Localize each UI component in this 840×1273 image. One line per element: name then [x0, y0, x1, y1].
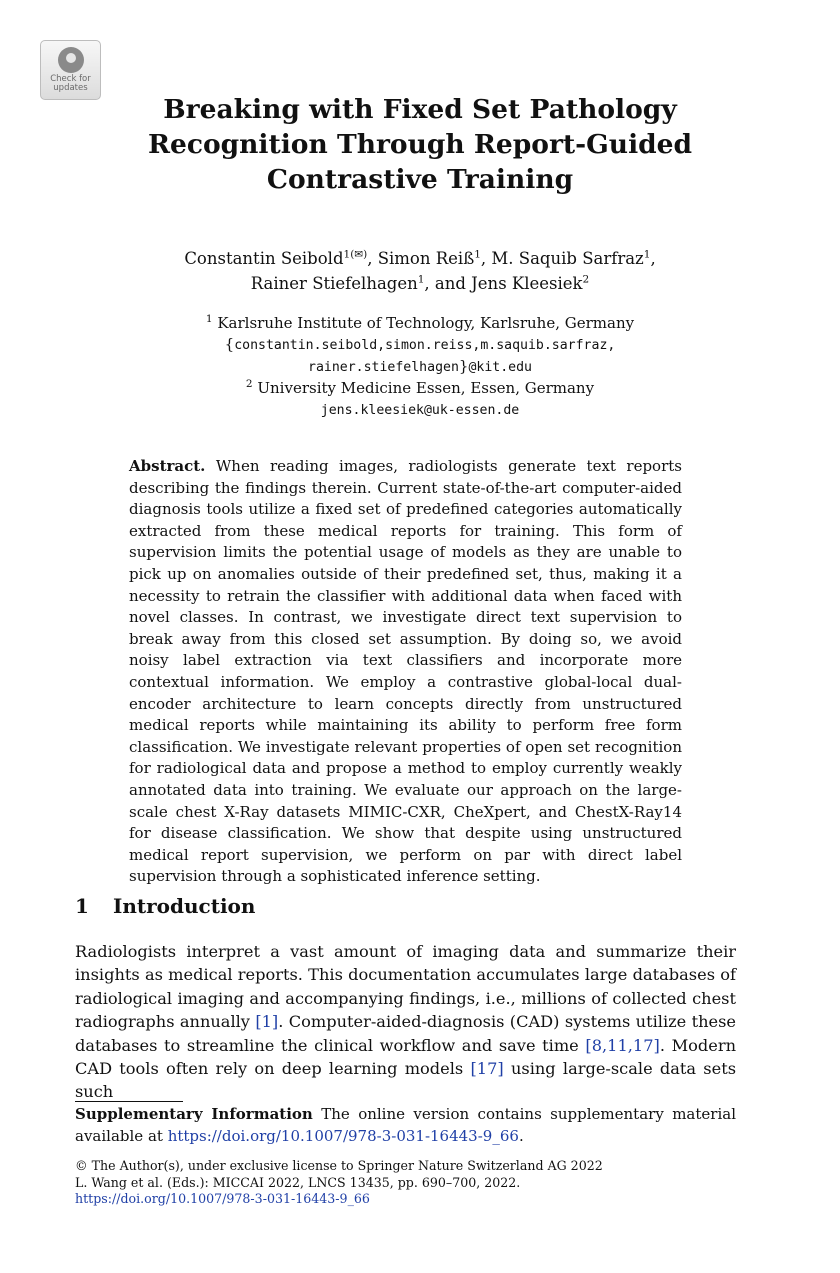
author-marker: 1(✉) [343, 248, 368, 261]
badge-label: Check for updates [50, 74, 91, 93]
affiliation-text: University Medicine Essen, Essen, Germany [252, 379, 595, 397]
citation-link[interactable]: [8,11,17] [585, 1035, 660, 1055]
introduction-paragraph [75, 940, 736, 1104]
author-name: Constantin Seibold [184, 249, 344, 268]
copyright-block [75, 1158, 736, 1208]
section-title: Introduction [113, 894, 256, 918]
citation-link[interactable]: [17] [470, 1059, 504, 1079]
affiliation-number: 1 [205, 313, 213, 325]
brace-open: { [224, 335, 235, 353]
author-marker: 1 [417, 273, 425, 286]
intro-text: using large-scale data sets such [75, 1059, 737, 1102]
affiliation-emails: rainer.stiefelhagen [308, 360, 459, 375]
check-for-updates-badge[interactable] [40, 40, 101, 100]
supplementary-info [75, 1104, 736, 1147]
proceedings-line: L. Wang et al. (Eds.): MICCAI 2022, LNCS 13435, pp. 690–700, 2022. [75, 1174, 521, 1190]
affiliation-emails: constantin.seibold,simon.reiss,m.saquib.sarfraz, [234, 338, 616, 353]
abstract [129, 456, 682, 888]
paper-title: Breaking with Fixed Set Pathology Recognition Through Report-Guided Contrastive Training [147, 94, 693, 195]
intro-text: . Computer-aided-diagnosis (CAD) systems utilize these databases to streamline the clinical workflow and save time [75, 1012, 736, 1055]
update-check-icon [58, 47, 84, 73]
brace-close: } [458, 357, 469, 375]
abstract-text: When reading images, radiologists generate text reports describing the findings therein. Current state-of-the-art computer-aided diagnosis tools utilize a fixed set of predefined categories automatically extracted from these medical reports for training. This form of supervision limits the potential usage of models as they are unable to pick up on anomalies outside of their predefined set, thus, making it a necessity to retrain the classifier with additional data when faced with novel classes. In contrast, we investigate direct text supervision to break away from this closed set assumption. By doing so, we avoid noisy label extraction via text classifiers and incorporate more contextual information. We employ a contrastive global-local dual-encoder architecture to learn concepts directly from unstructured medical reports while maintaining its ability to perform free form classification. We investigate relevant properties of open set recognition for radiological data and propose a method to employ currently weakly annotated data into training. We evaluate our approach on the large-scale chest X-Ray datasets MIMIC-CXR, CheXpert, and ChestX-Ray14 for disease classification. We show that despite using unstructured medical report supervision, we perform on par with direct label supervision through a sophisticated inference setting. [129, 457, 682, 886]
abstract-label: Abstract. [129, 457, 206, 475]
supplementary-label: Supplementary Information [75, 1105, 313, 1123]
footnote-divider [75, 1101, 183, 1102]
doi-link[interactable]: https://doi.org/10.1007/978-3-031-16443-9_66 [75, 1191, 370, 1206]
copyright-line: © The Author(s), under exclusive license to Springer Nature Switzerland AG 2022 [75, 1158, 603, 1173]
supplementary-text: The online version contains supplementary material available at [75, 1105, 736, 1145]
affiliation-number: 2 [245, 378, 253, 390]
author-marker: 1 [474, 248, 481, 261]
affiliation-email: jens.kleesiek@uk-essen.de [320, 403, 520, 418]
author-name: , M. Saquib Sarfraz [480, 249, 644, 268]
author-separator: , [650, 249, 656, 268]
affiliations [90, 313, 750, 421]
author-name: , and Jens Kleesiek [424, 274, 583, 293]
author-marker: 2 [582, 273, 590, 286]
intro-text: . Modern CAD tools often rely on deep learning models [75, 1035, 737, 1079]
citation-link[interactable]: [1] [255, 1012, 279, 1032]
author-name: , Simon Reiß [367, 249, 475, 268]
intro-text: Radiologists interpret a vast amount of imaging data and summarize their insights as medical reports. This documentation accumulates large databases of radiological imaging and accompanying findings, i.e., millions of collected chest radiographs annually [75, 942, 736, 1032]
section-heading [75, 893, 765, 919]
supplementary-end: . [518, 1126, 524, 1145]
affiliation-emails: @kit.edu [468, 360, 532, 375]
author-name: Rainer Stiefelhagen [250, 274, 418, 293]
author-list [90, 246, 750, 296]
affiliation-text: Karlsruhe Institute of Technology, Karlsruhe, Germany [212, 314, 635, 332]
supplementary-link[interactable]: https://doi.org/10.1007/978-3-031-16443-9_66 [167, 1126, 519, 1145]
section-number: 1 [75, 894, 89, 918]
author-marker: 1 [643, 248, 651, 261]
